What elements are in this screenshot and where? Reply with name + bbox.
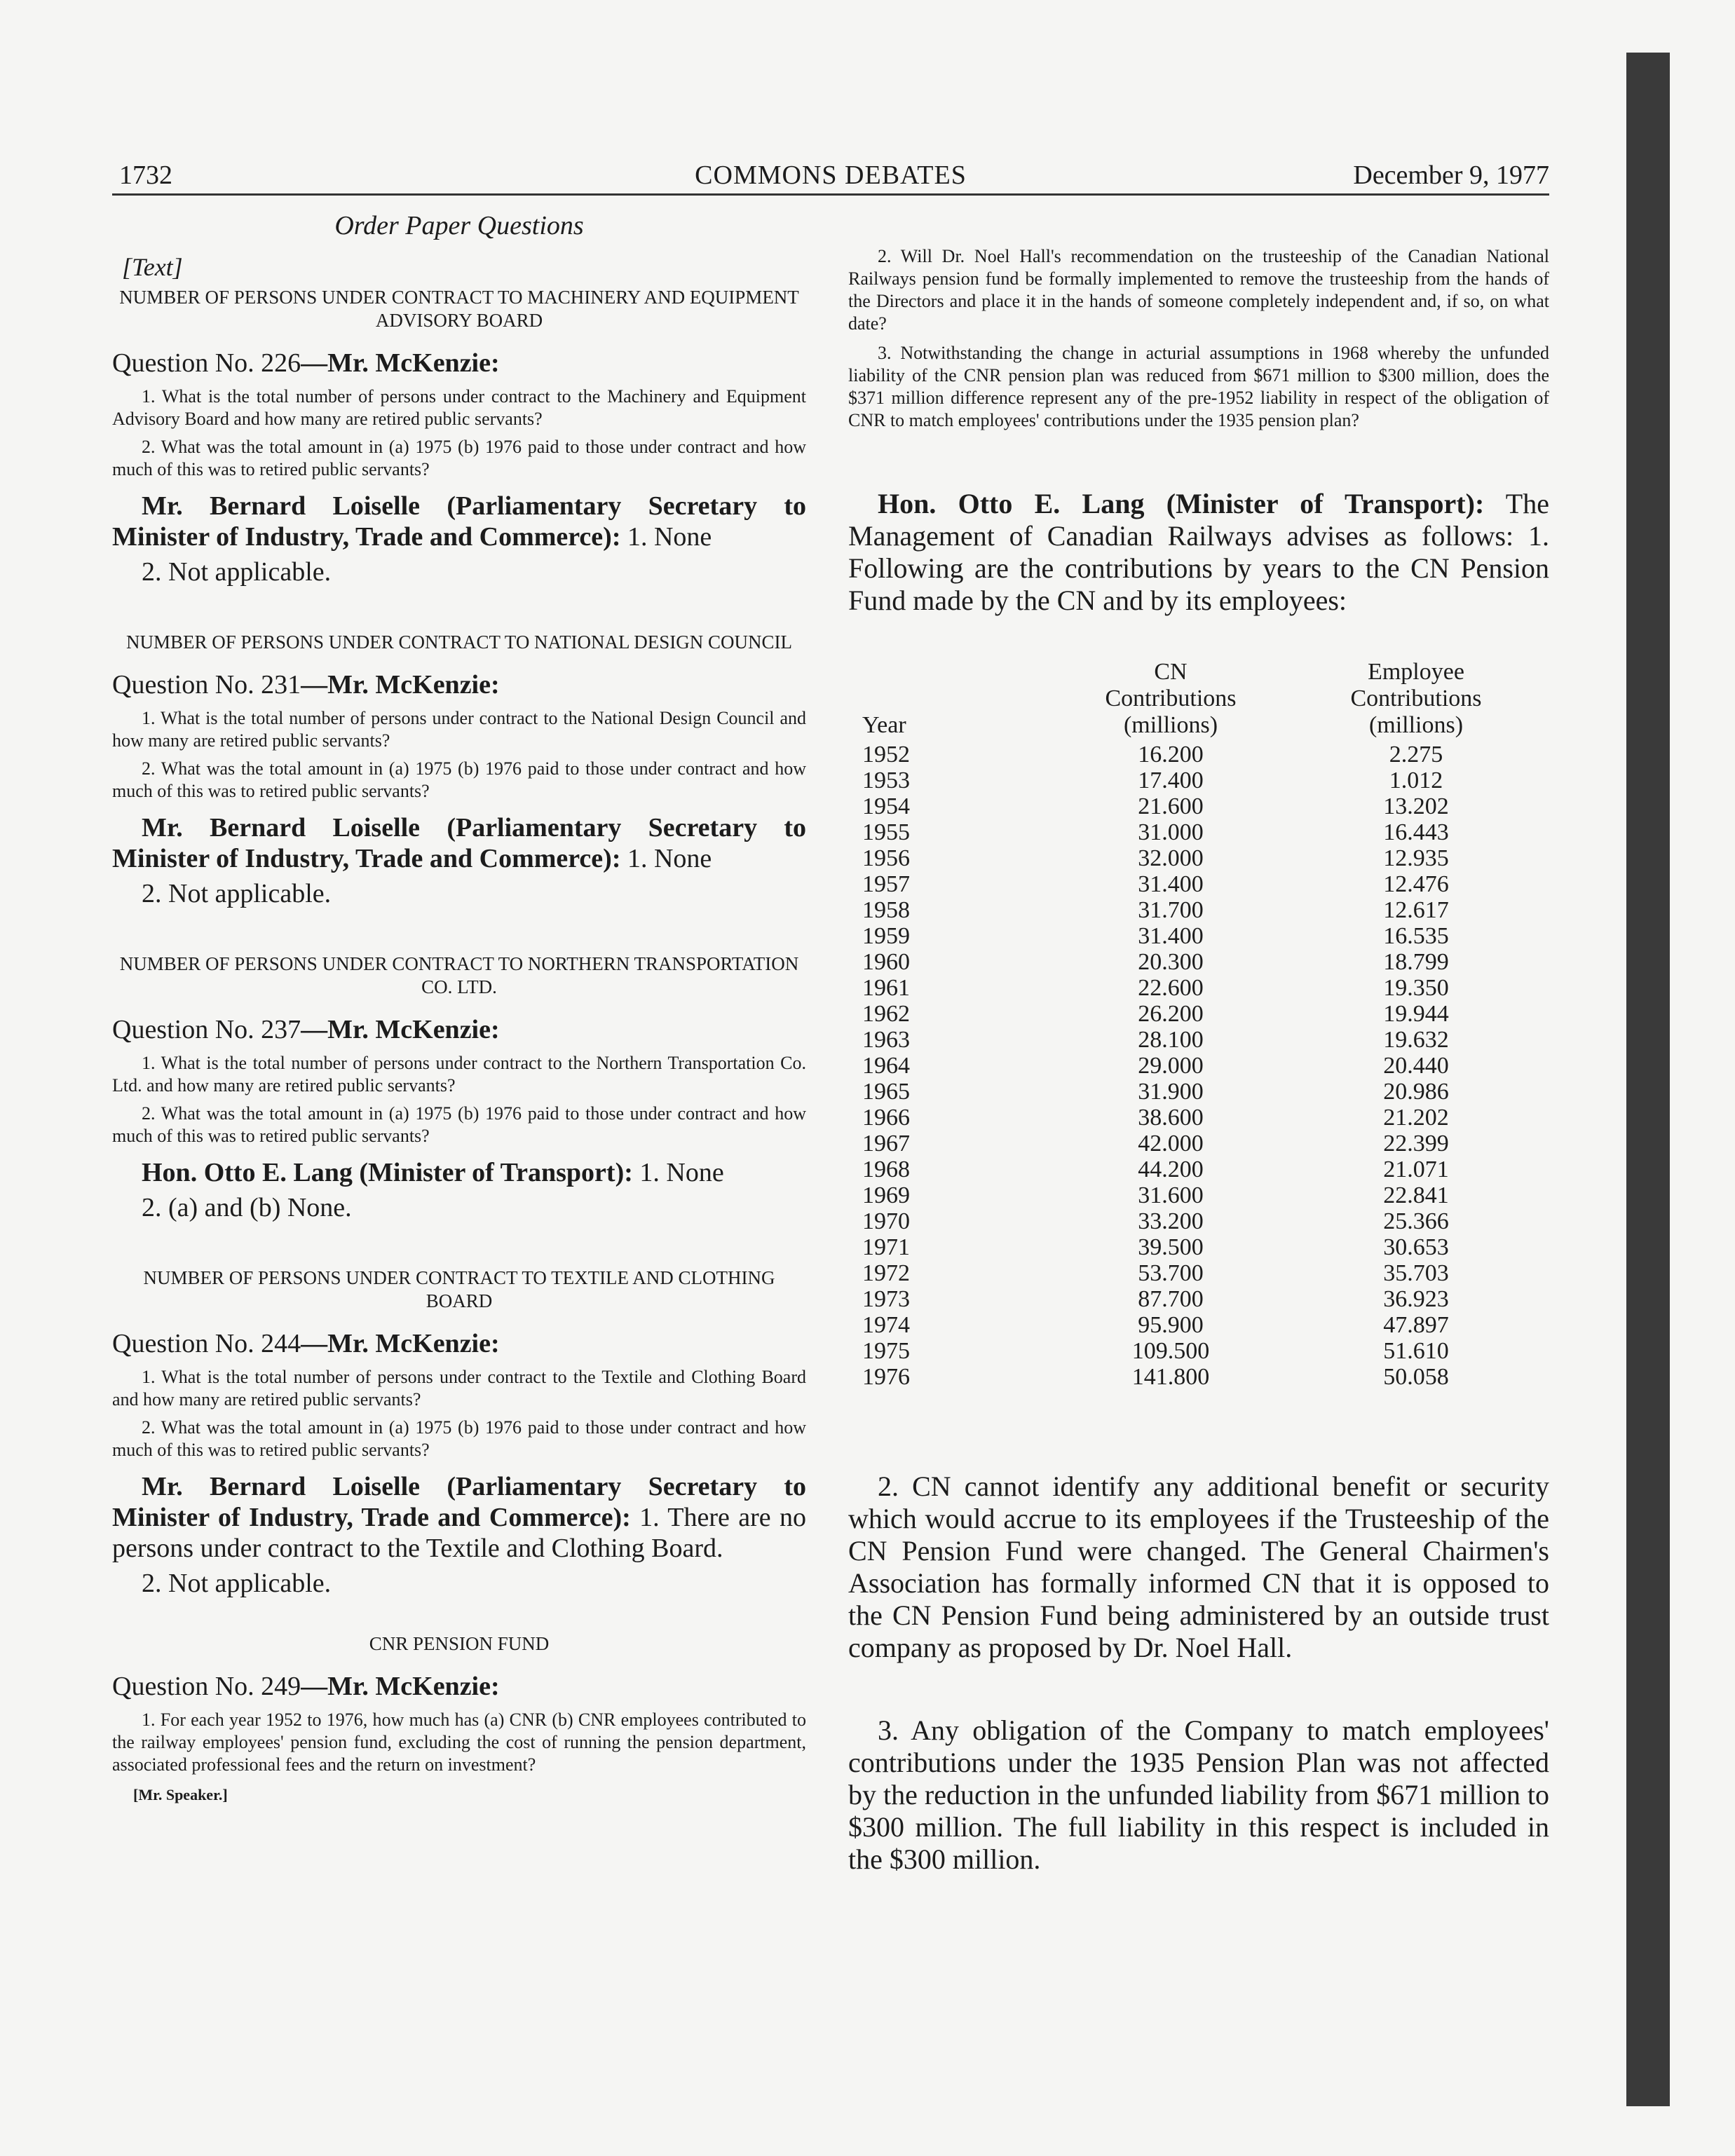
answer-part-3: 3. Any obligation of the Company to match employees' contributions under the 1935 Pension Plan was not affected by the reduction in the unfunded liability from $671 million to $300 million. The full liability in this respect is included in the $300 million. (848, 1714, 1549, 1875)
question-label: Question No. 244 (112, 1329, 301, 1358)
cell-year: 1973 (862, 1286, 910, 1312)
cell-cn-contribution: 28.100 (1138, 1027, 1204, 1053)
table-row (862, 1079, 1528, 1105)
cell-employee-contribution: 51.610 (1383, 1338, 1449, 1364)
section-textile-clothing-board (112, 1267, 806, 1599)
page-header (112, 154, 1549, 196)
answer-speaker: Mr. Bernard Loiselle (Parliamentary Secretary to Minister of Industry, Trade and Commerce): (112, 1472, 806, 1532)
table-row (862, 1338, 1528, 1364)
answer-text: The Management of Canadian Railways advises as follows: 1. Following are the contributions by years to the CN Pension Fund made by the CN and by its employees: (848, 488, 1549, 616)
cell-employee-contribution: 12.617 (1383, 897, 1449, 923)
question-part-1: 1. What is the total number of persons under contract to the National Design Council and how many are retired public servants? (112, 708, 806, 751)
cell-employee-contribution: 30.653 (1383, 1234, 1449, 1260)
table-row (862, 1364, 1528, 1390)
cell-year: 1960 (862, 949, 910, 975)
question-number (112, 1328, 806, 1359)
section-cnr-pension-fund (112, 1632, 806, 1804)
cell-cn-contribution: 21.600 (1138, 793, 1204, 819)
answer (848, 488, 1549, 617)
cell-employee-contribution: 20.440 (1383, 1053, 1449, 1079)
cell-year: 1976 (862, 1364, 910, 1390)
text-tag: [Text] (122, 253, 183, 281)
cell-employee-contribution: 16.443 (1383, 819, 1449, 845)
page-number: 1732 (119, 161, 172, 190)
cell-cn-contribution: 31.400 (1138, 871, 1204, 897)
section-heading: NUMBER OF PERSONS UNDER CONTRACT TO TEXTILE AND CLOTHING BOARD (143, 1267, 775, 1311)
answer-text: 1. There are no persons under contract to the Textile and Clothing Board. (112, 1503, 806, 1563)
cell-year: 1964 (862, 1053, 910, 1079)
question-label: Question No. 249 (112, 1672, 301, 1701)
cell-year: 1974 (862, 1312, 910, 1338)
answer-part-2: 2. CN cannot identify any additional benefit or security which would accrue to its employees if the Trusteeship of the CN Pension Fund were changed. The General Chairmen's Association has formally informed CN that it is opposed to the CN Pension Fund being administered by an outside trust company as proposed by Dr. Noel Hall. (848, 1471, 1549, 1663)
cell-year: 1972 (862, 1260, 910, 1286)
section-machinery-board (112, 286, 806, 587)
answer-speaker: Mr. Bernard Loiselle (Parliamentary Secretary to Minister of Industry, Trade and Commerce): (112, 491, 806, 552)
cell-employee-contribution: 21.071 (1383, 1157, 1449, 1182)
cell-cn-contribution: 95.900 (1138, 1312, 1204, 1338)
cell-year: 1967 (862, 1131, 910, 1157)
publication-title: COMMONS DEBATES (695, 161, 967, 190)
cell-year: 1955 (862, 819, 910, 845)
cell-cn-contribution: 29.000 (1138, 1053, 1204, 1079)
cell-employee-contribution: 25.366 (1383, 1208, 1449, 1234)
question-part-2: 2. What was the total amount in (a) 1975 (b) 1976 paid to those under contract and how much of this was to retired public servants? (112, 1417, 806, 1460)
answer (112, 491, 806, 552)
answer-text: 1. None (620, 844, 712, 873)
section-heading: NUMBER OF PERSONS UNDER CONTRACT TO NATIONAL DESIGN COUNCIL (125, 632, 793, 653)
cell-cn-contribution: 31.900 (1138, 1079, 1204, 1105)
column-header-employee: Employee Contributions (millions) (1350, 659, 1482, 738)
table-row (862, 975, 1528, 1001)
table-row (862, 1105, 1528, 1131)
cell-employee-contribution: 2.275 (1389, 742, 1443, 767)
column-header-year: Year (862, 712, 906, 738)
answer-text: 1. None (632, 1158, 724, 1187)
table-row (862, 1001, 1528, 1027)
cell-year: 1963 (862, 1027, 910, 1053)
table-row (862, 1182, 1528, 1208)
question-part-2: 2. What was the total amount in (a) 1975 (b) 1976 paid to those under contract and how much of this was to retired public servants? (112, 1103, 806, 1146)
cell-cn-contribution: 16.200 (1138, 742, 1204, 767)
cell-year: 1958 (862, 897, 910, 923)
question-asker: —Mr. McKenzie: (301, 1015, 500, 1044)
question-number (112, 1671, 806, 1702)
section-heading: NUMBER OF PERSONS UNDER CONTRACT TO NORTHERN TRANSPORTATION CO. LTD. (119, 953, 799, 997)
question-part-3: 3. Notwithstanding the change in acturial assumptions in 1968 whereby the unfunded liability of the CNR pension plan was reduced from $671 million to $300 million, does the $371 million difference represent any of the pre-1952 liability in respect of the obligation of CNR to match employees' contributions under the 1935 pension plan? (848, 343, 1549, 430)
cell-year: 1962 (862, 1001, 910, 1027)
order-paper-title: Order Paper Questions (334, 211, 584, 240)
cell-year: 1966 (862, 1105, 910, 1131)
cell-cn-contribution: 87.700 (1138, 1286, 1204, 1312)
question-part-2: 2. What was the total amount in (a) 1975 (b) 1976 paid to those under contract and how much of this was to retired public servants? (112, 758, 806, 801)
table-row (862, 1208, 1528, 1234)
cell-cn-contribution: 31.600 (1138, 1182, 1204, 1208)
publication-date: December 9, 1977 (1353, 161, 1549, 190)
cell-year: 1970 (862, 1208, 910, 1234)
question-part-1: 1. For each year 1952 to 1976, how much has (a) CNR (b) CNR employees contributed to the railway employees' pension fund, excluding the cost of running the pension department, associated professional fees and the return on investment? (112, 1710, 806, 1775)
question-asker: —Mr. McKenzie: (301, 1329, 500, 1358)
section-heading: CNR PENSION FUND (369, 1633, 550, 1654)
cell-employee-contribution: 47.897 (1383, 1312, 1449, 1338)
cell-cn-contribution: 39.500 (1138, 1234, 1204, 1260)
table-row (862, 923, 1528, 949)
cell-employee-contribution: 22.841 (1383, 1182, 1449, 1208)
cell-cn-contribution: 26.200 (1138, 1001, 1204, 1027)
table-row (862, 1260, 1528, 1286)
answer-part-2: 2. (a) and (b) None. (142, 1193, 352, 1222)
cell-year: 1952 (862, 742, 910, 767)
cell-employee-contribution: 13.202 (1383, 793, 1449, 819)
cell-year: 1957 (862, 871, 910, 897)
cell-employee-contribution: 22.399 (1383, 1131, 1449, 1157)
cell-employee-contribution: 36.923 (1383, 1286, 1449, 1312)
answer-speaker: Mr. Bernard Loiselle (Parliamentary Secretary to Minister of Industry, Trade and Commerce): (112, 813, 806, 873)
table-row (862, 1312, 1528, 1338)
table-row (862, 1027, 1528, 1053)
answer-part-2: 2. Not applicable. (142, 557, 332, 587)
table-row (862, 1234, 1528, 1260)
cell-cn-contribution: 53.700 (1138, 1260, 1204, 1286)
cell-employee-contribution: 12.935 (1383, 845, 1449, 871)
cell-cn-contribution: 44.200 (1138, 1157, 1204, 1182)
table-row (862, 871, 1528, 897)
cell-employee-contribution: 50.058 (1383, 1364, 1449, 1390)
table-header-row (862, 659, 1528, 742)
cell-year: 1969 (862, 1182, 910, 1208)
cell-cn-contribution: 33.200 (1138, 1208, 1204, 1234)
answer-speaker: Hon. Otto E. Lang (Minister of Transport): (878, 488, 1485, 519)
cell-year: 1965 (862, 1079, 910, 1105)
question-label: Question No. 237 (112, 1015, 301, 1044)
cell-year: 1971 (862, 1234, 910, 1260)
cell-cn-contribution: 17.400 (1138, 767, 1204, 793)
scan-shadow-edge (1626, 53, 1670, 2106)
cell-year: 1956 (862, 845, 910, 871)
table-row (862, 1157, 1528, 1182)
question-label: Question No. 226 (112, 348, 301, 378)
cell-cn-contribution: 38.600 (1138, 1105, 1204, 1131)
table-row (862, 897, 1528, 923)
cell-employee-contribution: 16.535 (1383, 923, 1449, 949)
left-column (112, 203, 806, 1804)
cell-cn-contribution: 109.500 (1131, 1338, 1210, 1364)
table-row (862, 742, 1528, 767)
question-asker: —Mr. McKenzie: (301, 670, 500, 700)
question-part-1: 1. What is the total number of persons under contract to the Machinery and Equipment Advisory Board and how many are retired public servants? (112, 386, 806, 429)
answer (112, 1157, 806, 1188)
cell-employee-contribution: 12.476 (1383, 871, 1449, 897)
cell-cn-contribution: 20.300 (1138, 949, 1204, 975)
answer-part-2: 2. Not applicable. (142, 1569, 332, 1598)
answer (112, 812, 806, 874)
cell-employee-contribution: 18.799 (1383, 949, 1449, 975)
answer-text: 1. None (620, 522, 712, 552)
question-label: Question No. 231 (112, 670, 301, 700)
section-northern-transportation (112, 953, 806, 1223)
answer-speaker: Hon. Otto E. Lang (Minister of Transport): (142, 1158, 633, 1187)
table-row (862, 1053, 1528, 1079)
question-number (112, 1014, 806, 1045)
contributions-table (862, 659, 1528, 1390)
cell-cn-contribution: 141.800 (1131, 1364, 1210, 1390)
cell-employee-contribution: 1.012 (1389, 767, 1443, 793)
section-national-design-council (112, 631, 806, 909)
page (112, 154, 1549, 1875)
table-row (862, 845, 1528, 871)
cell-year: 1953 (862, 767, 910, 793)
table-row (862, 793, 1528, 819)
speaker-note: [Mr. Speaker.] (133, 1786, 228, 1803)
cell-cn-contribution: 22.600 (1138, 975, 1204, 1001)
question-part-2: 2. Will Dr. Noel Hall's recommendation on the trusteeship of the Canadian National Railways pension fund be formally implemented to remove the trusteeship from the hands of the Directors and place it in the hands of someone completely independent and, if so, on what date? (848, 246, 1549, 334)
cell-cn-contribution: 31.400 (1138, 923, 1204, 949)
cell-employee-contribution: 19.632 (1383, 1027, 1449, 1053)
question-number (112, 669, 806, 700)
cell-cn-contribution: 31.700 (1138, 897, 1204, 923)
cell-cn-contribution: 42.000 (1138, 1131, 1204, 1157)
question-part-2: 2. What was the total amount in (a) 1975 (b) 1976 paid to those under contract and how much of this was to retired public servants? (112, 437, 806, 479)
cell-employee-contribution: 19.350 (1383, 975, 1449, 1001)
cell-employee-contribution: 21.202 (1383, 1105, 1449, 1131)
cell-year: 1975 (862, 1338, 910, 1364)
question-asker: —Mr. McKenzie: (301, 348, 500, 378)
table-row (862, 1131, 1528, 1157)
cell-year: 1954 (862, 793, 910, 819)
answer (112, 1471, 806, 1564)
column-header-cn: CN Contributions (millions) (1105, 659, 1237, 738)
cell-year: 1959 (862, 923, 910, 949)
cell-employee-contribution: 35.703 (1383, 1260, 1449, 1286)
cell-cn-contribution: 32.000 (1138, 845, 1204, 871)
question-asker: —Mr. McKenzie: (301, 1672, 500, 1701)
table-body (862, 742, 1528, 1390)
table-row (862, 819, 1528, 845)
cell-year: 1968 (862, 1157, 910, 1182)
right-column (848, 203, 1549, 1876)
table-row (862, 949, 1528, 975)
cell-cn-contribution: 31.000 (1138, 819, 1204, 845)
section-heading: NUMBER OF PERSONS UNDER CONTRACT TO MACHINERY AND EQUIPMENT ADVISORY BOARD (119, 287, 799, 331)
answer-part-2: 2. Not applicable. (142, 879, 332, 908)
question-part-1: 1. What is the total number of persons under contract to the Northern Transportation Co. Ltd. and how many are retired public servants? (112, 1053, 806, 1096)
cell-employee-contribution: 19.944 (1383, 1001, 1449, 1027)
question-number (112, 348, 806, 378)
cell-year: 1961 (862, 975, 910, 1001)
question-part-1: 1. What is the total number of persons under contract to the Textile and Clothing Board and how many are retired public servants? (112, 1367, 806, 1410)
cell-employee-contribution: 20.986 (1383, 1079, 1449, 1105)
table-row (862, 1286, 1528, 1312)
table-row (862, 767, 1528, 793)
